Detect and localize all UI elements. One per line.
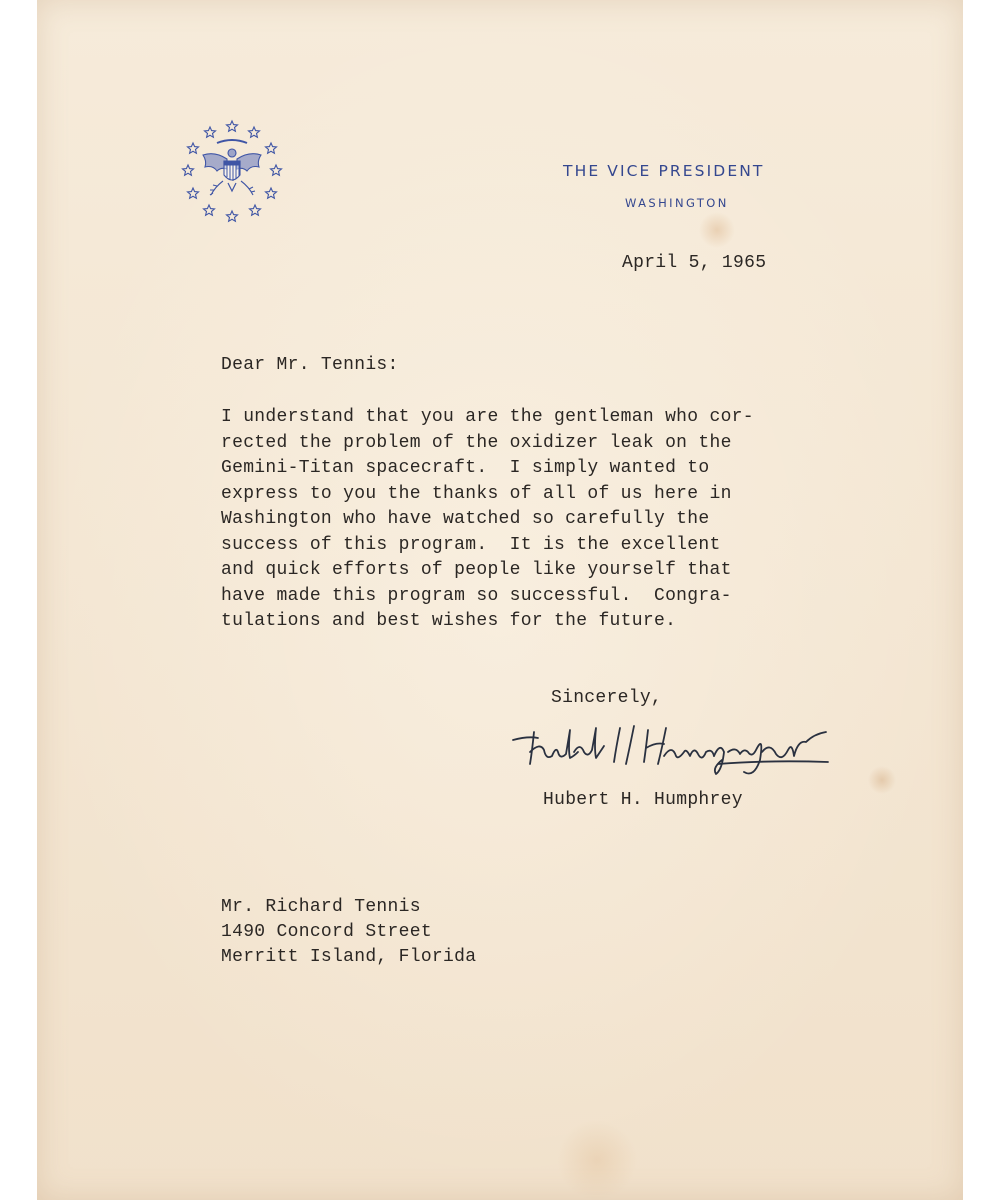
body-line: success of this program. It is the excellent [221,534,721,555]
body-line: have made this program so successful. Congra- [221,585,732,606]
vice-presidential-seal-icon [177,115,287,225]
recipient-city-state: Merritt Island, Florida [221,947,477,967]
handwritten-signature-icon [508,712,843,782]
closing: Sincerely, [551,688,663,708]
recipient-street: 1490 Concord Street [221,922,432,942]
salutation: Dear Mr. Tennis: [221,355,399,375]
letter-page [37,0,963,1200]
letterhead-title: THE VICE PRESIDENT [563,162,765,180]
body-line: Gemini-Titan spacecraft. I simply wanted to [221,458,710,478]
body-line: express to you the thanks of all of us here in [221,483,732,504]
letter-date: April 5, 1965 [622,253,767,273]
recipient-address [221,895,476,970]
letterhead-city: WASHINGTON [625,196,729,210]
recipient-name: Mr. Richard Tennis [221,897,421,917]
body-line: and quick efforts of people like yourself that [221,560,732,580]
body-line: I understand that you are the gentleman who cor- [221,407,754,427]
body-line: Washington who have watched so carefully the [221,509,710,529]
letter-body [221,405,754,635]
typed-signatory-name: Hubert H. Humphrey [543,790,743,810]
body-line: rected the problem of the oxidizer leak on the [221,432,732,453]
body-line: tulations and best wishes for the future. [221,611,677,631]
